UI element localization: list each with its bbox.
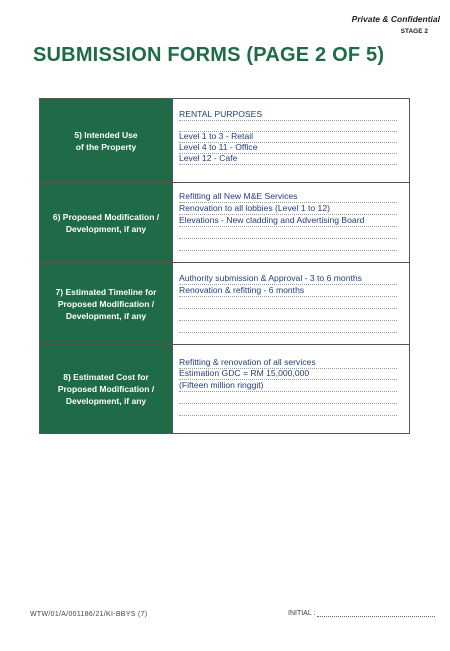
entry-line: Renovation & refitting - 6 months: [179, 285, 397, 297]
form-row-estimated-timeline: [40, 263, 409, 345]
row-entry-area[interactable]: [172, 99, 409, 182]
form-row-proposed-modification: [40, 183, 409, 263]
entry-line: [179, 404, 397, 416]
entry-line: RENTAL PURPOSES: [179, 109, 397, 121]
form-row-estimated-cost: [40, 345, 409, 433]
initial-signature-line[interactable]: [317, 608, 435, 617]
entry-line: (Fifteen million ringgit): [179, 380, 397, 392]
row-label: [40, 263, 172, 344]
confidentiality-note: Private & Confidential: [351, 14, 440, 24]
row-label-line: Development, if any: [65, 396, 147, 406]
form-row-intended-use: [40, 99, 409, 183]
entry-line: Level 12 - Cafe: [179, 153, 397, 165]
entry-line: [179, 239, 397, 251]
row-label: [40, 345, 172, 433]
entry-line: Level 4 to 11 - Office: [179, 142, 397, 154]
initial-label: INITIAL :: [288, 610, 316, 617]
row-label: [40, 183, 172, 262]
entry-line: Authority submission & Approval - 3 to 6 months: [179, 273, 397, 285]
row-label-line: 5) Intended Use: [74, 129, 138, 140]
row-label-line: Proposed Modification /: [57, 298, 155, 309]
entry-line: [179, 227, 397, 239]
submission-form-table: [39, 98, 410, 434]
entry-line: Estimation GDC = RM 15,000,000: [179, 368, 397, 380]
page-title: SUBMISSION FORMS (PAGE 2 OF 5): [33, 44, 385, 66]
stage-label: STAGE 2: [400, 28, 428, 35]
entry-line: [179, 321, 397, 333]
row-label-line: 6) Proposed Modification /: [52, 211, 160, 222]
entry-line: Renovation to all lobbies (Level 1 to 12): [179, 203, 397, 215]
document-reference: WTW/01/A/001186/21/KI-BBYS (7): [30, 611, 148, 618]
row-label-line: of the Property: [75, 141, 137, 152]
initial-field[interactable]: [288, 608, 435, 617]
entry-line: Refitting & renovation of all services: [179, 357, 397, 369]
row-entry-area[interactable]: [172, 183, 409, 262]
row-label: [40, 99, 172, 182]
row-entry-area[interactable]: [172, 345, 409, 433]
entry-line: Elevations - New cladding and Advertising Board: [179, 215, 397, 227]
entry-line: Refitting all New M&E Services: [179, 191, 397, 203]
row-label-line: 7) Estimated Timeline for: [55, 286, 157, 297]
row-label-line: Development, if any: [65, 310, 147, 321]
entry-line: Level 1 to 3 - Retail: [179, 131, 397, 143]
entry-line: [179, 297, 397, 309]
row-label-line: Development, if any: [65, 223, 147, 234]
entry-line: [179, 392, 397, 404]
entry-line: [179, 309, 397, 321]
row-label-line: Proposed Modification /: [57, 384, 155, 394]
row-label-line: 8) Estimated Cost for: [63, 372, 149, 382]
row-entry-area[interactable]: [172, 263, 409, 344]
